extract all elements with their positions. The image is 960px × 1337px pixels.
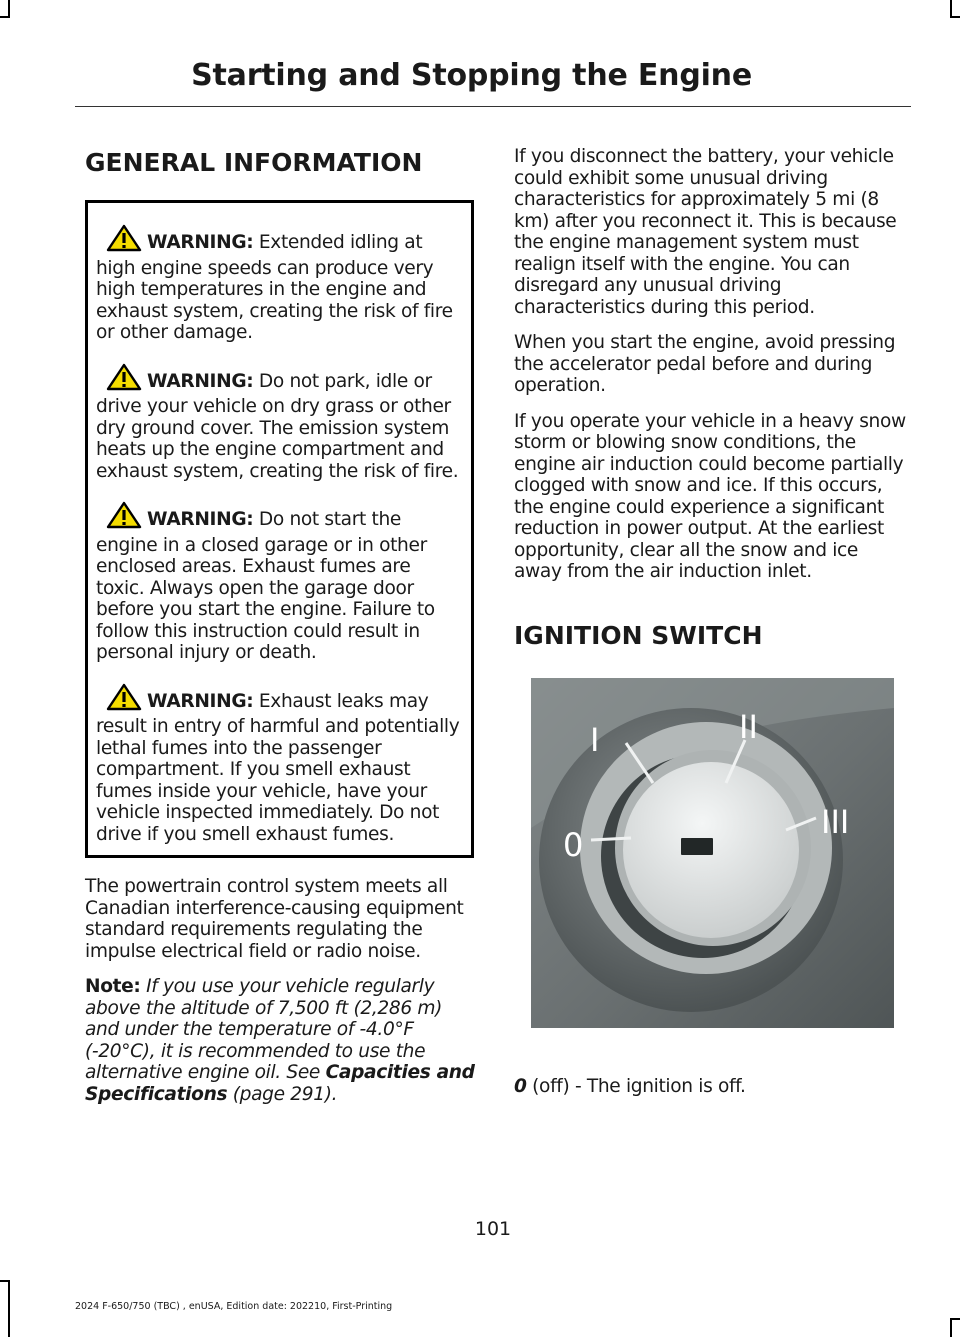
page-reference: (page 291). <box>227 1083 338 1105</box>
warning-item <box>96 501 464 664</box>
warning-text: Exhaust leaks may result in entry of harmful and potentially lethal fumes into the passenger compartment. If you smell exhaust fumes inside your vehicle, have your vehicle inspected immediately. Do not drive if you smell exhaust fumes. <box>96 690 460 845</box>
ignition-position-description <box>514 1076 746 1097</box>
note-paragraph <box>85 976 477 1105</box>
ignition-switch-illustration <box>531 678 894 1028</box>
paragraph: If you disconnect the battery, your vehicle could exhibit some unusual driving characteristics for approximately 5 mi (8 km) after you reconnect it. This is because the engine management system must realign itself with the engine. You can disregard any unusual driving characteristics during this period. <box>514 146 897 318</box>
warning-text: Do not start the engine in a closed garage or in other enclosed areas. Exhaust fumes are toxic. Always open the garage door before you start the engine. Failure to follow this instruction could result in personal injury or death. <box>96 509 435 663</box>
warning-triangle-icon <box>106 224 142 258</box>
footer-edition-info: 2024 F-650/750 (TBC) , enUSA, Edition date: 202210, First-Printing <box>75 1301 393 1312</box>
position-label-0: 0 <box>563 826 584 864</box>
section-heading-general-information: GENERAL INFORMATION <box>85 148 423 177</box>
warning-text: Do not park, idle or drive your vehicle on dry grass or other dry ground cover. The emission system heats up the engine compartment and exhaust system, creating the risk of fire. <box>96 370 459 482</box>
paragraph: When you start the engine, avoid pressing the accelerator pedal before and during operation. <box>514 332 896 396</box>
right-column <box>514 146 910 653</box>
warning-text: Extended idling at high engine speeds can produce very high temperatures in the engine and exhaust system, creating the risk of fire or other damage. <box>96 232 453 343</box>
warning-item <box>96 683 464 846</box>
position-key: 0 <box>514 1076 527 1097</box>
paragraph: If you operate your vehicle in a heavy snow storm or blowing snow conditions, the engine air induction could become partially clogged with snow and ice. If this occurs, the engine could experience a significant reduction in power output. At the earliest opportunity, clear all the snow and ice away from the air induction inlet. <box>514 410 906 582</box>
warning-item <box>96 224 464 344</box>
page-number: 101 <box>474 1218 512 1240</box>
warning-label: WARNING: <box>147 232 254 253</box>
position-label-3: III <box>821 803 850 841</box>
ignition-switch-figure <box>531 678 894 1028</box>
note-label: Note: <box>85 976 141 997</box>
page-title: Starting and Stopping the Engine <box>191 58 752 93</box>
position-text: (off) - The ignition is off. <box>526 1076 746 1097</box>
header-divider <box>75 106 911 107</box>
section-heading-ignition-switch: IGNITION SWITCH <box>514 620 763 650</box>
warning-triangle-icon <box>106 363 142 397</box>
crop-mark <box>950 1318 952 1337</box>
position-label-2: II <box>739 708 758 746</box>
note-text: If you use your vehicle regularly above the altitude of 7,500 ft (2,286 m) and under the temperature of -4.0°F (-20°C), it is recommended to use the alternative engine oil. See <box>85 976 443 1083</box>
paragraph: The powertrain control system meets all Canadian interference-causing equipment standard requirements regulating the impulse electrical field or radio noise. <box>85 876 464 962</box>
position-label-1: I <box>590 721 600 759</box>
warning-triangle-icon <box>106 501 142 535</box>
warning-item <box>96 363 464 483</box>
warning-label: WARNING: <box>147 509 254 530</box>
crop-mark <box>950 16 960 18</box>
warning-label: WARNING: <box>147 370 254 392</box>
warning-triangle-icon <box>106 683 142 717</box>
crop-mark <box>950 1318 960 1320</box>
warning-box <box>85 200 474 858</box>
crop-mark <box>8 1280 10 1337</box>
crop-mark <box>0 16 10 18</box>
crop-mark <box>0 1280 10 1282</box>
left-column <box>85 146 477 1105</box>
warning-label: WARNING: <box>147 690 254 712</box>
cross-reference-link[interactable]: Capacities and Specifications <box>85 1062 475 1105</box>
